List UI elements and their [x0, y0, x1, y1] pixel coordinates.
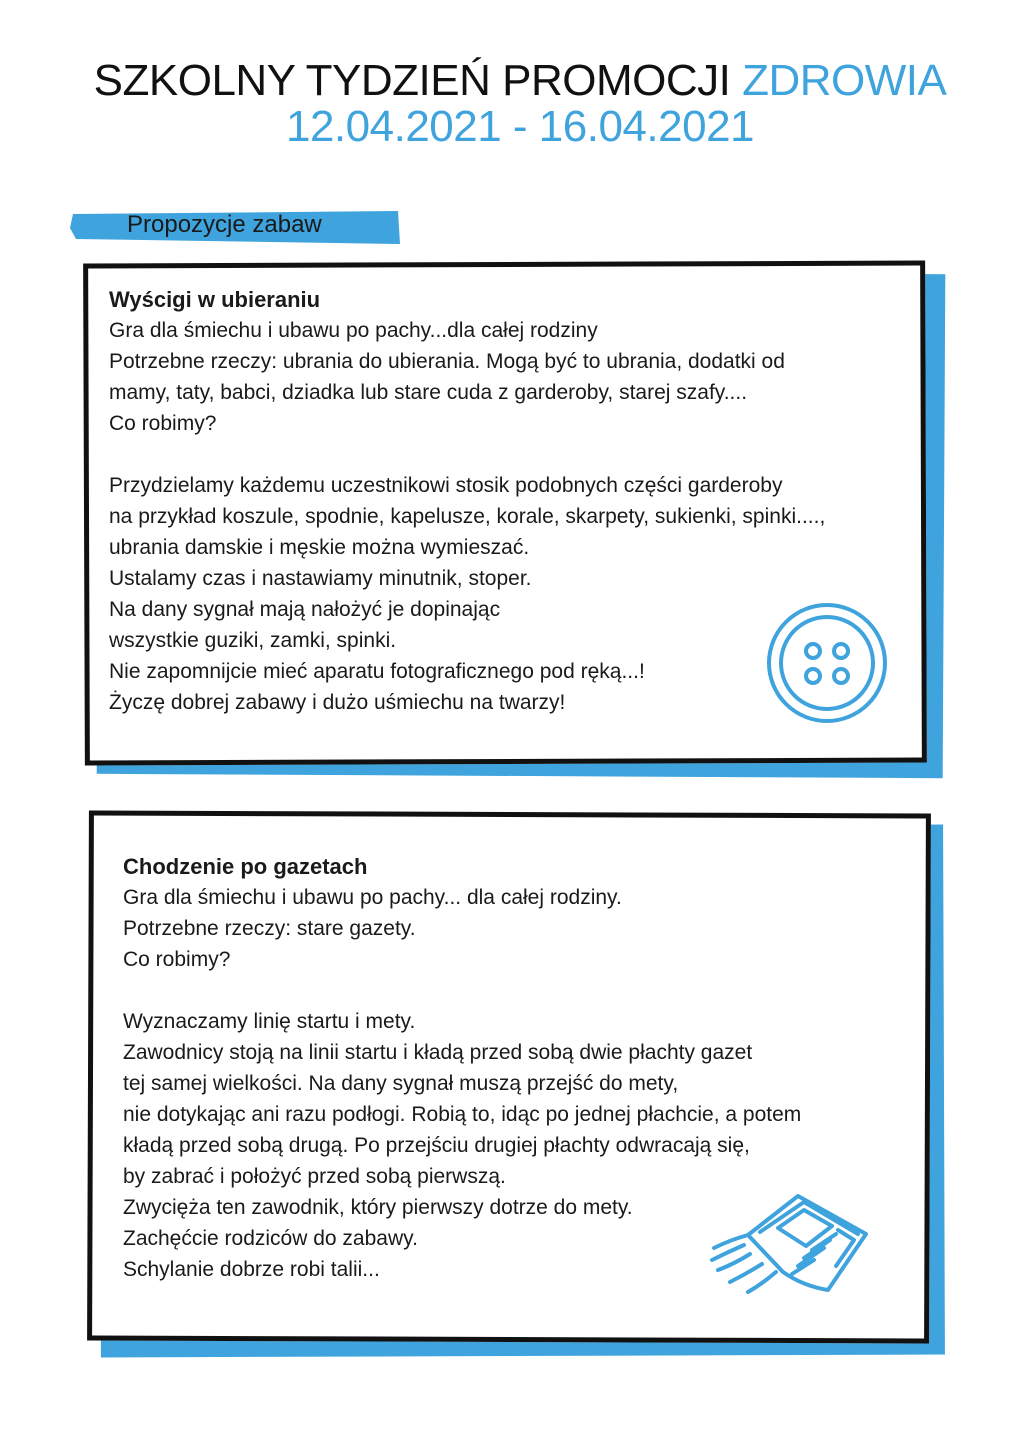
card-body — [109, 284, 825, 718]
card-text-line: Co robimy? — [123, 948, 231, 971]
card-text-line: na przykład koszule, spodnie, kapelusze, korale, skarpety, sukienki, spinki...., — [109, 505, 826, 528]
card-text-line: nie dotykając ani razu podłogi. Robią to, idąc po jednej płachcie, a potem — [123, 1103, 802, 1126]
card-text-line: Zwycięża ten zawodnik, który pierwszy dotrze do mety. — [123, 1196, 633, 1219]
card-text-line: Ustalamy czas i nastawiamy minutnik, stoper. — [109, 567, 532, 590]
card-heading: Wyścigi w ubieraniu — [109, 287, 321, 312]
section-tag-label: Propozycje zabaw — [127, 211, 322, 238]
card-text-line: tej samej wielkości. Na dany sygnał muszą przejść do mety, — [123, 1072, 679, 1095]
paragraph-break — [109, 439, 825, 470]
card-text-line: Schylanie dobrze robi talii... — [123, 1258, 380, 1281]
card-newspaper-walk — [88, 812, 948, 1358]
card-text-line: kładą przed sobą drugą. Po przejściu drugiej płachty odwracają się, — [123, 1134, 750, 1157]
card-text-line: mamy, taty, babci, dziadka lub stare cuda z garderoby, starej szafy.... — [109, 381, 748, 404]
event-dates: 12.04.2021 - 16.04.2021 — [285, 102, 755, 151]
card-text-line: Przydzielamy każdemu uczestnikowi stosik podobnych części garderoby — [109, 474, 783, 497]
paragraph-break — [123, 975, 801, 1006]
title-main: SZKOLNY TYDZIEŃ PROMOCJI — [93, 56, 731, 105]
card-text-line: Gra dla śmiechu i ubawu po pachy...dla całej rodziny — [109, 319, 598, 342]
card-text-line: Na dany sygnał mają nałożyć je dopinając — [109, 598, 501, 621]
card-heading: Chodzenie po gazetach — [123, 854, 368, 879]
card-text-line: wszystkie guziki, zamki, spinki. — [109, 629, 397, 652]
card-text-line: Co robimy? — [109, 412, 217, 435]
card-text-line: Potrzebne rzeczy: stare gazety. — [123, 917, 416, 940]
card-dressing-race — [84, 262, 946, 778]
card-text-line: Zawodnicy stoją na linii startu i kładą przed sobą dwie płachty gazet — [123, 1041, 753, 1064]
card-text-line: Nie zapomnijcie mieć aparatu fotograficznego pod ręką...! — [109, 660, 645, 683]
card-text-line: ubrania damskie i męskie można wymieszać. — [109, 536, 530, 559]
card-text-line: Gra dla śmiechu i ubawu po pachy... dla całej rodziny. — [123, 886, 622, 909]
card-text-line: by zabrać i położyć przed sobą pierwszą. — [123, 1165, 506, 1188]
card-text-line: Wyznaczamy linię startu i mety. — [123, 1010, 416, 1033]
newspaper-icon — [708, 1190, 878, 1300]
page-title — [0, 56, 1024, 106]
card-body — [123, 851, 801, 1285]
card-text-line: Potrzebne rzeczy: ubrania do ubierania. Mogą być to ubrania, dodatki od — [109, 350, 785, 373]
title-accent: ZDROWIA — [742, 56, 947, 105]
card-text-line: Życzę dobrej zabawy i dużo uśmiechu na twarzy! — [109, 691, 566, 714]
section-tag — [70, 208, 400, 244]
card-text-line: Zachęćcie rodziców do zabawy. — [123, 1227, 418, 1250]
button-icon — [762, 598, 892, 728]
